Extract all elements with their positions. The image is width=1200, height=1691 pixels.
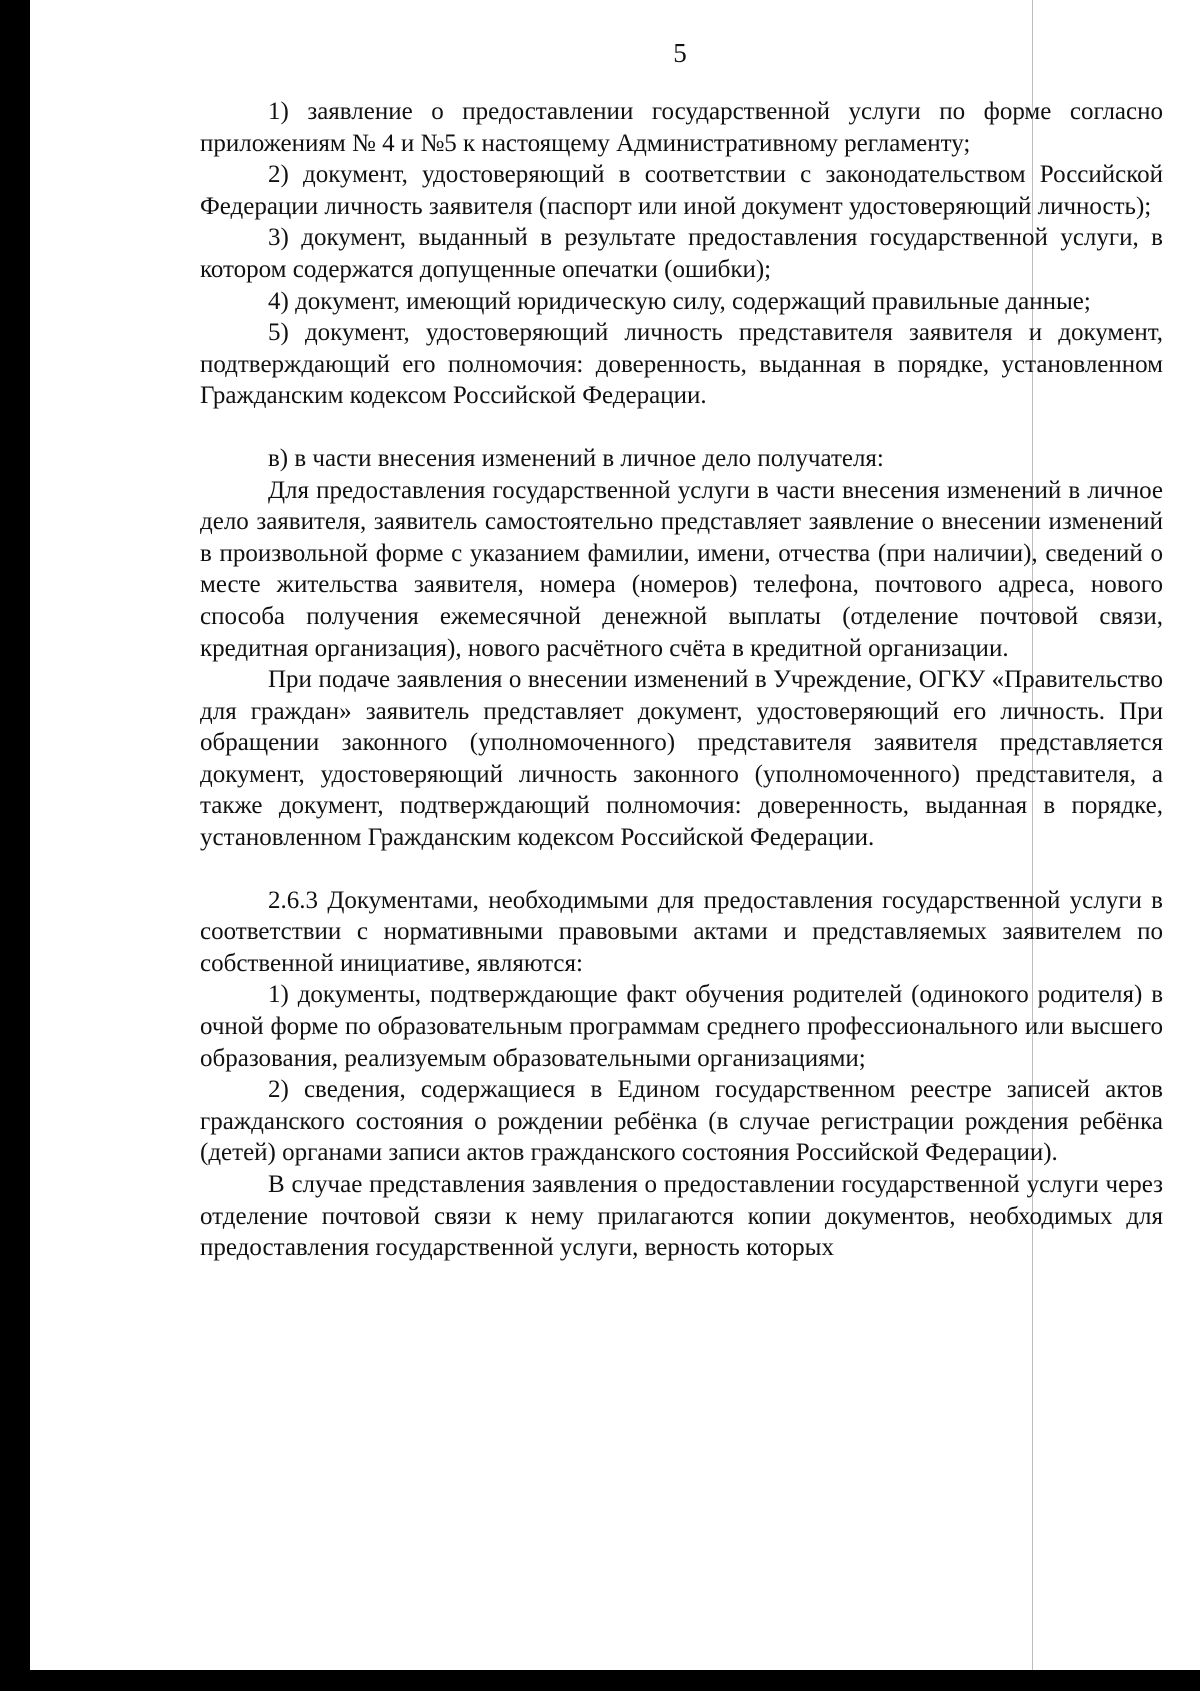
scan-left-border [0, 0, 30, 1691]
list-item-application: 1) заявление о предоставлении государственной услуги по форме согласно приложениям № 4 и №5 к настоящему Административному регламенту; [200, 98, 1163, 157]
paragraph-postal-submission: В случае представления заявления о предоставлении государственной услуги через отделение почтовой связи к нему прилагаются копии документов, необходимых для предоставления государственной услуги, верность которых [200, 1171, 1163, 1262]
list-item-correct-data-document: 4) документ, имеющий юридическую силу, содержащий правильные данные; [268, 287, 1091, 315]
list-item-erroneous-document: 3) документ, выданный в результате предоставления государственной услуги, в котором содержатся допущенные опечатки (ошибки); [200, 224, 1163, 283]
list-item-education-documents: 1) документы, подтверждающие факт обучения родителей (одинокого родителя) в очной форме по образовательным программам среднего профессионального или высшего образования, реализуемым образовательными организациями; [200, 981, 1163, 1072]
paragraph-changes-application: Для предоставления государственной услуги в части внесения изменений в личное дело заявителя, заявитель самостоятельно представляет заявление о внесении изменений в произвольной форме с указанием фамилии, имени, отчества (при наличии), сведений о месте жительства заявителя, номера (номеров) телефона, почтового адреса, нового способа получения ежемесячной денежной выплаты (отделение почтовой связи, кредитная организация), нового расчётного счёта в кредитной организации. [200, 476, 1163, 662]
document-body [200, 96, 1163, 1264]
page-number: 5 [673, 38, 687, 68]
section-heading-changes: в) в части внесения изменений в личное дело получателя: [268, 444, 884, 472]
list-item-identity-document: 2) документ, удостоверяющий в соответствии с законодательством Российской Федерации личность заявителя (паспорт или иной документ удостоверяющий личность); [200, 161, 1163, 220]
scan-bottom-border [0, 1670, 1200, 1691]
paragraph-changes-submission: При подаче заявления о внесении изменений в Учреждение, ОГКУ «Правительство для граждан» заявитель представляет документ, удостоверяющий его личность. При обращении законного (уполномоченного) представителя заявителя представляется документ, удостоверяющий личность законного (уполномоченного) представителя, а также документ, подтверждающий полномочия: доверенность, выданная в порядке, установленном Гражданским кодексом Российской Федерации. [200, 666, 1163, 852]
section-2-6-3: 2.6.3 Документами, необходимыми для предоставления государственной услуги в соответствии с нормативными правовыми актами и представляемых заявителем по собственной инициативе, являются: [200, 886, 1163, 977]
list-item-registry-records: 2) сведения, содержащиеся в Едином государственном реестре записей актов гражданского состояния о рождении ребёнка (в случае регистрации рождения ребёнка (детей) органами записи актов гражданского состояния Российской Федерации). [200, 1076, 1163, 1167]
list-item-representative-document: 5) документ, удостоверяющий личность представителя заявителя и документ, подтверждающий его полномочия: доверенность, выданная в порядке, установленном Гражданским кодексом Российской Федерации. [200, 319, 1163, 410]
